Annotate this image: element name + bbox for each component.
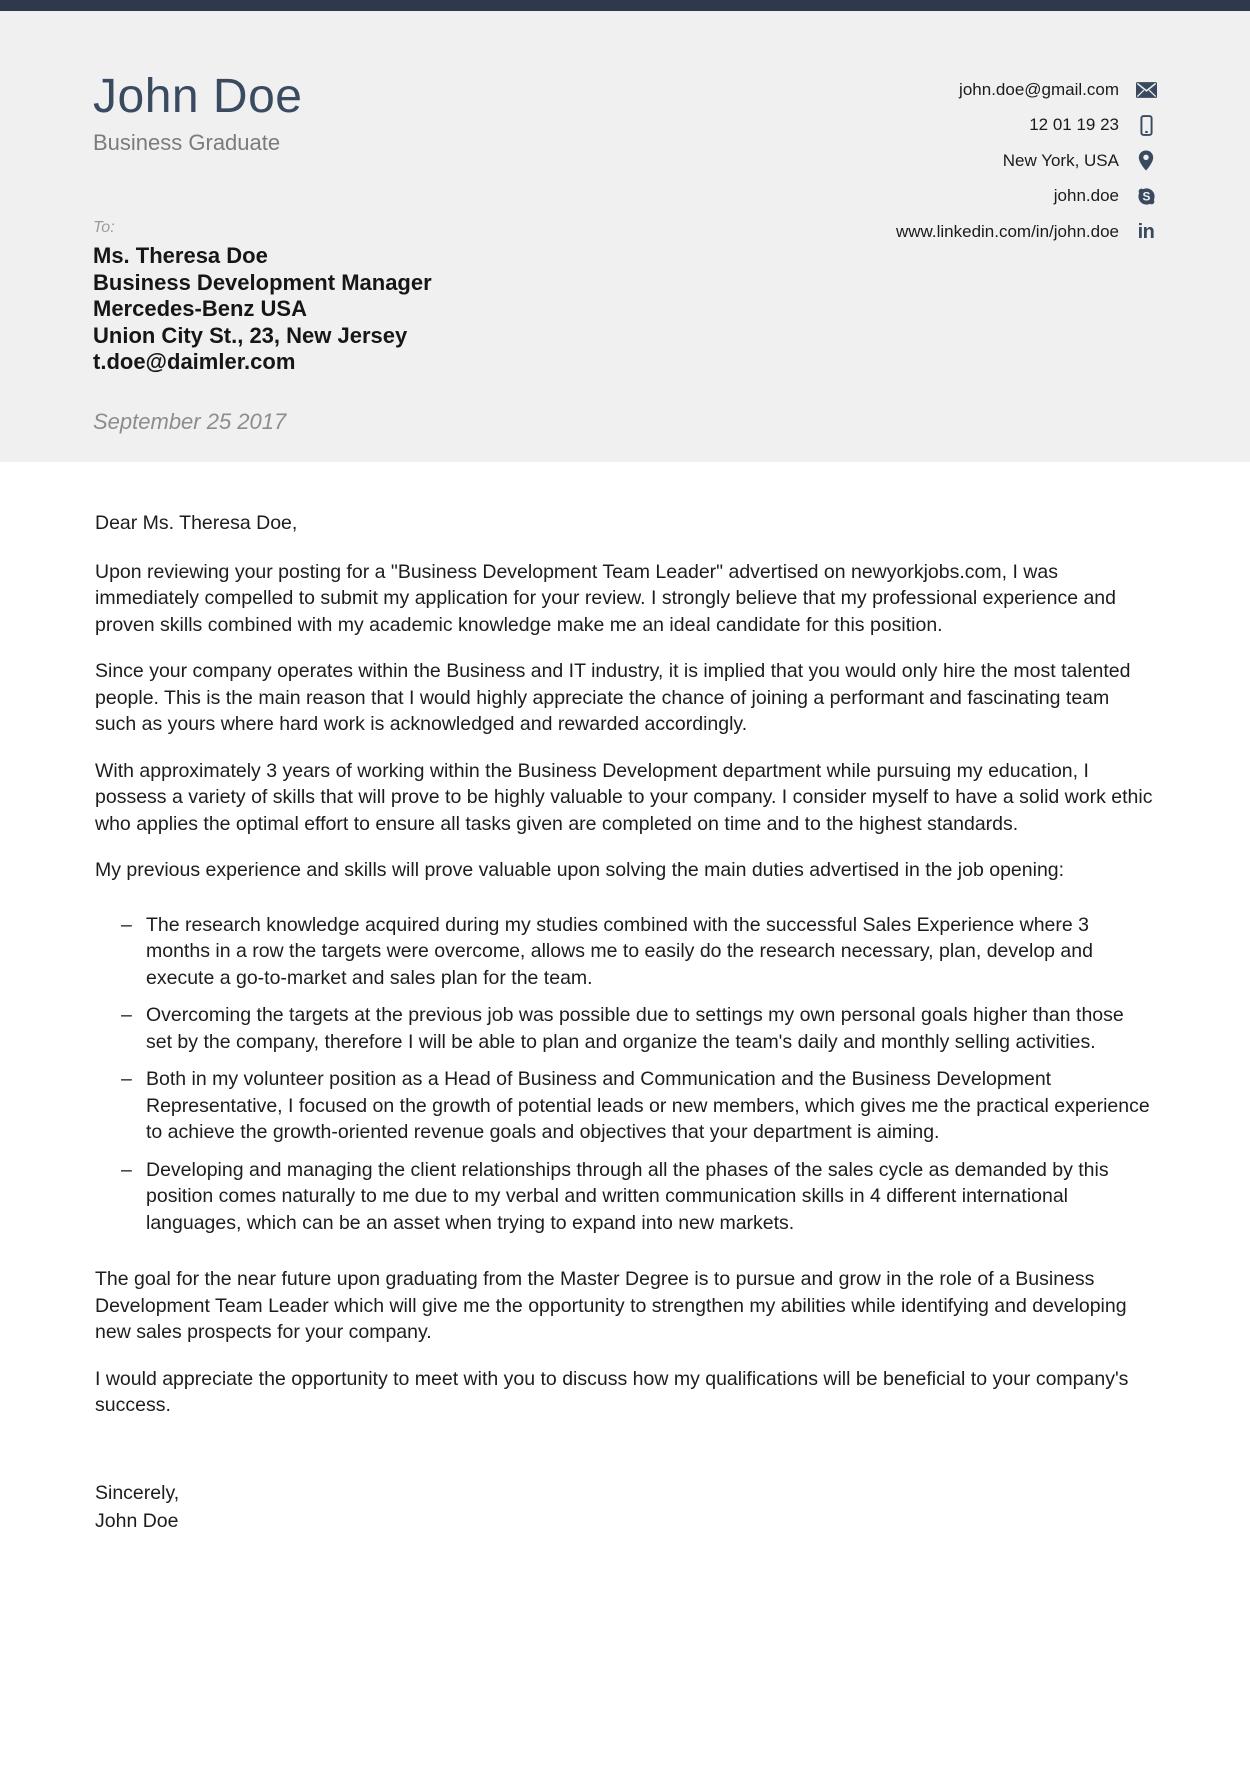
paragraph: I would appreciate the opportunity to meet with you to discuss how my qualifications will be beneficial to your company's success. <box>95 1367 1129 1416</box>
contact-item-phone <box>896 108 1157 144</box>
contact-item-location <box>896 143 1157 179</box>
bullet-text: The research knowledge acquired during my studies combined with the successful Sales Experience where 3 months in a row the targets were overcome, allows me to easily do the research necessary, plan, develop and execute a go-to-market and sales plan for the team. <box>146 913 1093 989</box>
contact-item-skype <box>896 179 1157 215</box>
bullet-marker: – <box>121 1004 132 1026</box>
sender-name: John Doe <box>93 70 303 123</box>
list-item <box>95 1066 1155 1146</box>
bullet-marker: – <box>121 1068 132 1090</box>
email-value: john.doe@gmail.com <box>959 79 1119 99</box>
recipient-title: Business Development Manager <box>93 269 432 295</box>
bullet-marker: – <box>121 1158 132 1181</box>
recipient-address: Union City St., 23, New Jersey <box>93 322 408 348</box>
phone-value: 12 01 19 23 <box>1029 115 1119 135</box>
linkedin-icon: in <box>1137 220 1155 243</box>
contact-item-email <box>896 72 1157 108</box>
paragraph: My previous experience and skills will prove valuable upon solving the main duties advertised in the job opening: <box>95 859 1065 881</box>
paragraph: Since your company operates within the Business and IT industry, it is implied that you would only hire the most talented people. This is the main reason that I would highly appreciate the chance of joining a performant and fascinating team such as yours where hard work is acknowledged and rewarded accordingly. <box>95 660 1131 735</box>
salutation: Dear Ms. Theresa Doe, <box>95 512 298 534</box>
phone-icon <box>1135 115 1157 136</box>
to-label: To: <box>93 219 115 236</box>
recipient-company: Mercedes-Benz USA <box>93 296 307 321</box>
skype-icon <box>1135 187 1157 206</box>
email-icon <box>1135 82 1157 98</box>
bullet-marker: – <box>121 913 132 936</box>
signoff-block <box>95 1479 1155 1535</box>
duties-list <box>95 912 1155 1237</box>
list-item <box>95 1157 1155 1237</box>
paragraph: With approximately 3 years of working within the Business Development department while pursuing my education, I possess a variety of skills that will prove to be highly valuable to your company. I consider myself to have a solid work ethic who applies the optimal effort to ensure all tasks given are completed on time and to the highest standards. <box>95 759 1153 835</box>
recipient-email: t.doe@daimler.com <box>93 349 296 374</box>
paragraph: The goal for the near future upon graduating from the Master Degree is to pursue and grow in the role of a Business Development Team Leader which will give me the opportunity to strengthen my abilities while identifying and developing new sales prospects for your company. <box>95 1268 1127 1343</box>
letter-body <box>0 462 1250 1535</box>
paragraph: Upon reviewing your posting for a "Business Development Team Leader" advertised on newyorkjobs.com, I was immediately compelled to submit my application for your review. I strongly believe that my professional experience and proven skills combined with my academic knowledge make me an ideal candidate for this position. <box>95 560 1116 636</box>
contact-list <box>896 72 1157 250</box>
list-item <box>95 912 1155 992</box>
svg-text:S: S <box>1142 189 1150 204</box>
signoff-name: John Doe <box>95 1509 179 1532</box>
sender-title: Business Graduate <box>93 129 281 155</box>
recipient-name: Ms. Theresa Doe <box>93 243 268 268</box>
sender-identity <box>93 71 302 156</box>
letter-header <box>0 11 1250 462</box>
bullet-text: Both in my volunteer position as a Head of Business and Communication and the Business Development Representative, I focused on the growth of potential leads or new members, which gives me the practical experience to achieve the growth-oriented revenue goals and objectives that your department is aiming. <box>146 1068 1150 1143</box>
recipient-block <box>93 219 432 376</box>
linkedin-value: www.linkedin.com/in/john.doe <box>895 221 1119 241</box>
contact-item-linkedin <box>896 214 1157 250</box>
list-item <box>95 1002 1155 1055</box>
skype-value: john.doe <box>1053 186 1119 206</box>
bullet-text: Developing and managing the client relationships through all the phases of the sales cycle as demanded by this position comes naturally to me due to my verbal and written communication skills in 4 different international languages, which can be an asset when trying to expand into new markets. <box>146 1158 1109 1234</box>
signoff-word: Sincerely, <box>95 1481 180 1504</box>
location-icon <box>1135 150 1157 171</box>
top-accent-bar <box>0 0 1250 11</box>
location-value: New York, USA <box>1002 150 1119 170</box>
bullet-text: Overcoming the targets at the previous job was possible due to settings my own personal goals higher than those set by the company, therefore I will be able to plan and organize the team's daily and monthly selling activities. <box>146 1004 1124 1053</box>
letter-date: September 25 2017 <box>93 409 287 434</box>
